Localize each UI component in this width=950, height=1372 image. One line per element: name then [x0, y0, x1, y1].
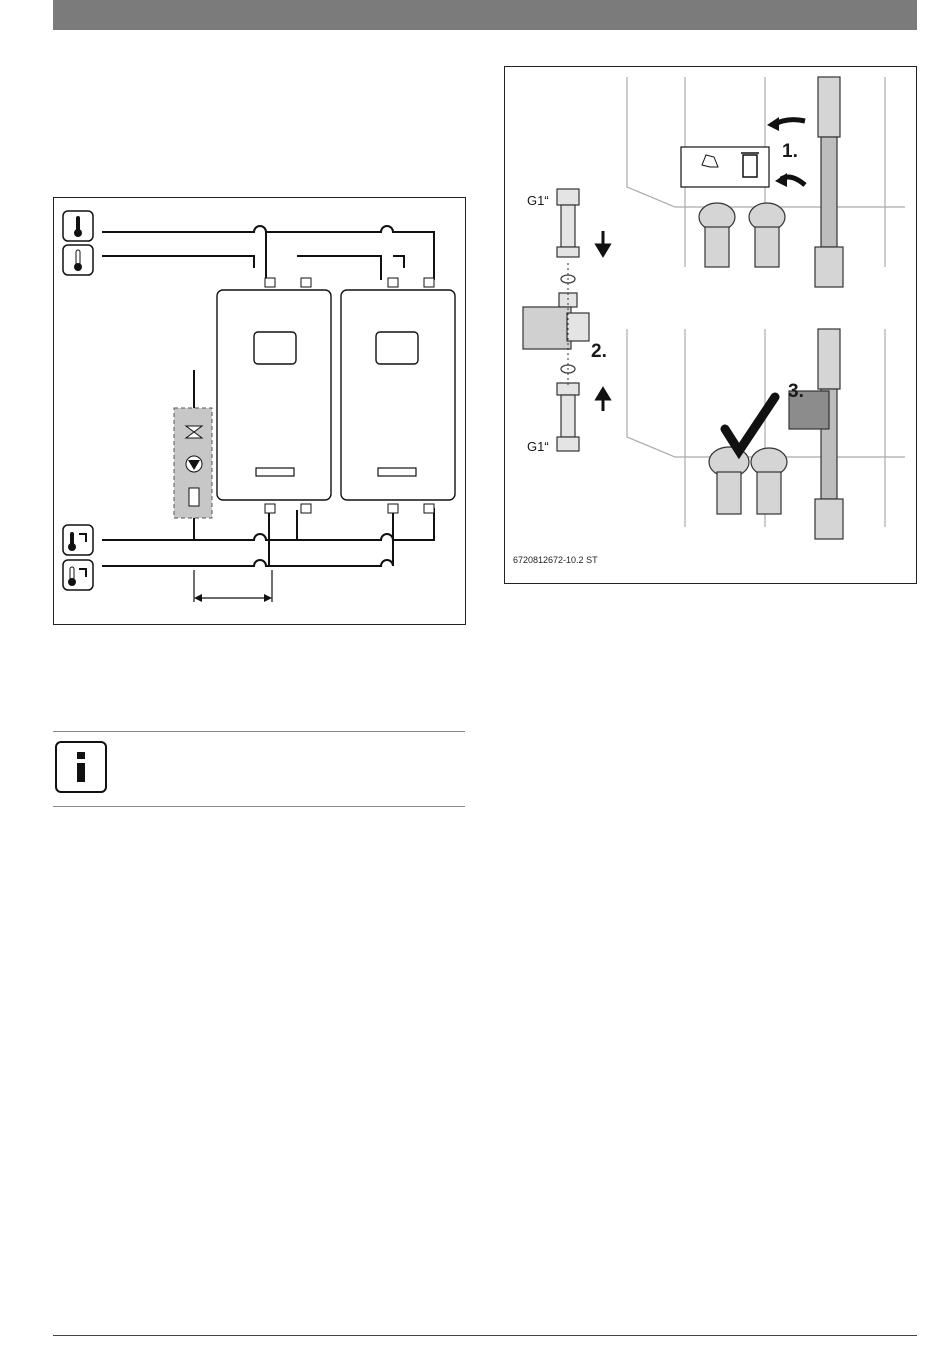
hot-water-tap-icon [62, 524, 94, 556]
hydraulic-schematic-figure [53, 197, 466, 625]
step-2-label: 2. [591, 341, 607, 362]
hot-water-tap-icon [62, 559, 94, 591]
notice-bottom-rule [53, 806, 465, 807]
footer-rule [53, 1335, 917, 1336]
figure-code: 6720812672-10.2 ST [513, 555, 598, 565]
header-bar [53, 0, 917, 30]
installation-steps-figure [504, 66, 917, 584]
info-icon [55, 741, 107, 793]
info-glyph [57, 743, 105, 791]
step-1-label: 1. [782, 141, 798, 162]
step-3-label: 3. [788, 381, 804, 402]
schematic-drawing [54, 198, 465, 624]
thermometer-icon [62, 210, 94, 242]
fitting-label-top: G1“ [527, 193, 549, 208]
thermometer-icon [62, 244, 94, 276]
notice-top-rule [53, 731, 465, 732]
installation-drawing [505, 67, 916, 583]
fitting-label-bottom: G1“ [527, 439, 549, 454]
